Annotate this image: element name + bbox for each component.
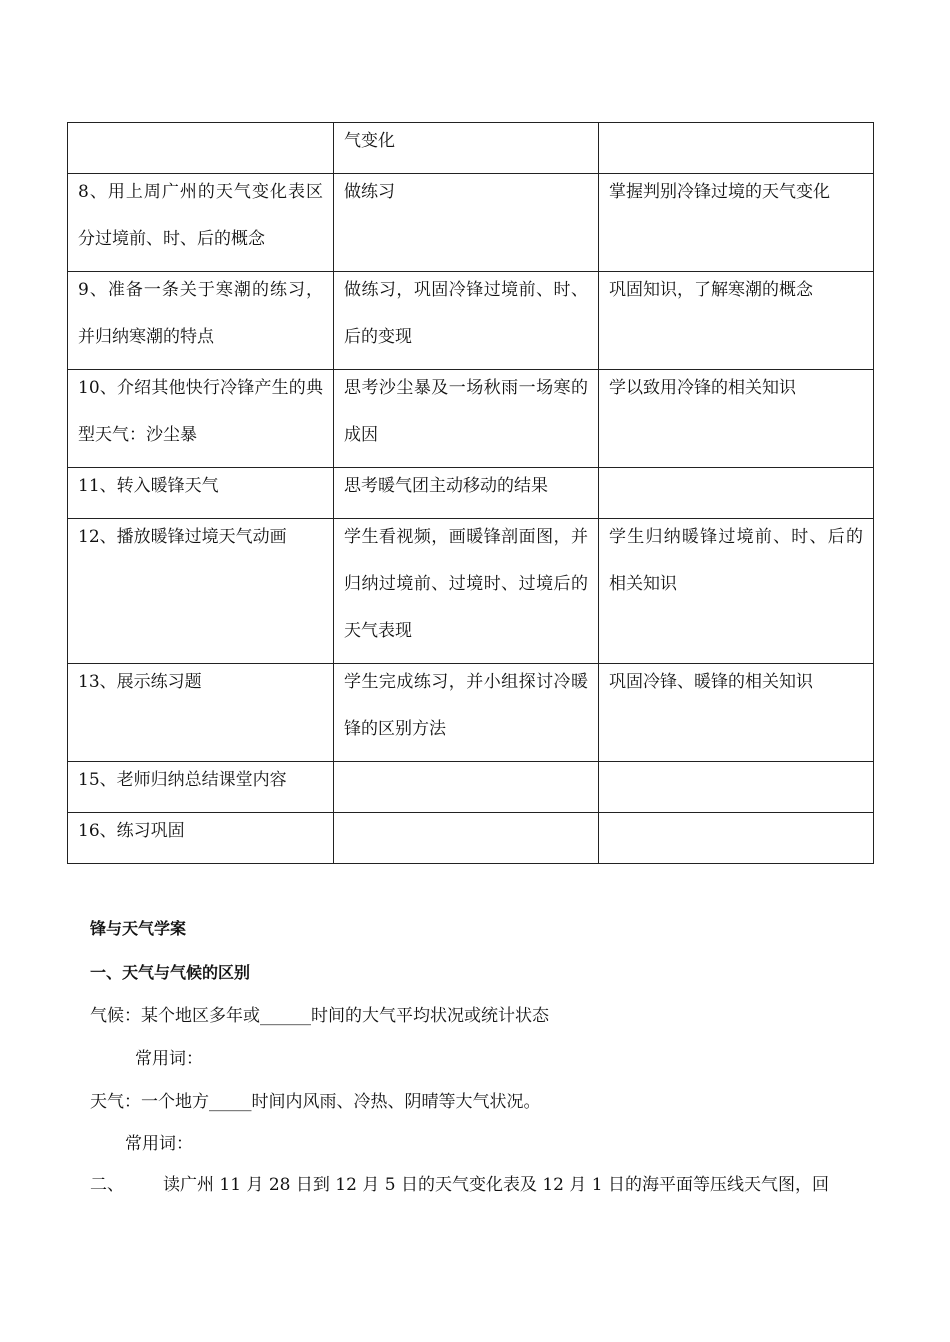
table-row	[68, 123, 874, 174]
cell-text: 15、老师归纳总结课堂内容	[78, 770, 287, 790]
table-cell	[68, 174, 334, 272]
table-cell	[334, 762, 599, 813]
table-row	[68, 762, 874, 813]
cell-text: 16、练习巩固	[78, 821, 185, 841]
cell-text: 思考沙尘暴及一场秋雨一场寒的成因	[344, 378, 588, 445]
cell-text: 掌握判别冷锋过境的天气变化	[609, 182, 830, 202]
table-row	[68, 519, 874, 664]
section-2-number: 二、	[90, 1175, 124, 1195]
table-cell	[599, 664, 874, 762]
table-row	[68, 664, 874, 762]
cell-text: 做练习	[344, 182, 395, 202]
table-cell	[334, 468, 599, 519]
table-cell	[68, 272, 334, 370]
table-cell	[599, 272, 874, 370]
table-row	[68, 370, 874, 468]
table-cell	[334, 272, 599, 370]
table-cell	[68, 370, 334, 468]
section-2-text: 读广州 11 月 28 日到 12 月 5 日的天气变化表及 12 月 1 日的海平面等压线天气图，回	[163, 1175, 830, 1195]
table-cell	[68, 813, 334, 864]
table-cell	[334, 664, 599, 762]
cell-text: 11、转入暖锋天气	[78, 476, 219, 496]
table-cell	[68, 664, 334, 762]
climate-common-words: 常用词：	[135, 1049, 203, 1069]
section-1-heading: 一、天气与气候的区别	[90, 963, 251, 982]
cell-text: 12、播放暖锋过境天气动画	[78, 527, 287, 547]
cell-text: 8、用上周广州的天气变化表区分过境前、时、后的概念	[78, 182, 323, 249]
table-cell	[68, 519, 334, 664]
cell-text: 学生归纳暖锋过境前、时、后的相关知识	[609, 527, 863, 594]
table-cell	[334, 519, 599, 664]
table-cell	[599, 174, 874, 272]
table-row	[68, 468, 874, 519]
table-cell	[599, 813, 874, 864]
cell-text: 10、介绍其他快行冷锋产生的典型天气：沙尘暴	[78, 378, 323, 445]
cell-text: 9、准备一条关于寒潮的练习，并归纳寒潮的特点	[78, 280, 323, 347]
climate-definition: 气候：某个地区多年或______时间的大气平均状况或统计状态	[90, 1006, 549, 1026]
cell-text: 做练习，巩固冷锋过境前、时、后的变现	[344, 280, 588, 347]
table-cell	[334, 123, 599, 174]
cell-text: 学生完成练习，并小组探讨冷暖锋的区别方法	[344, 672, 588, 739]
table-cell	[68, 123, 334, 174]
cell-text: 巩固冷锋、暖锋的相关知识	[609, 672, 813, 692]
table-cell	[334, 813, 599, 864]
table-cell	[334, 370, 599, 468]
table-cell	[599, 519, 874, 664]
cell-text: 气变化	[344, 131, 395, 151]
cell-text: 13、展示练习题	[78, 672, 202, 692]
worksheet-title: 锋与天气学案	[90, 919, 187, 938]
table-cell	[334, 174, 599, 272]
table-row	[68, 272, 874, 370]
lesson-table	[67, 122, 874, 864]
table-cell	[599, 468, 874, 519]
table-cell	[68, 762, 334, 813]
cell-text: 思考暖气团主动移动的结果	[344, 476, 548, 496]
table-cell	[599, 123, 874, 174]
table-cell	[599, 762, 874, 813]
weather-common-words: 常用词：	[125, 1134, 193, 1154]
weather-definition: 天气：一个地方_____时间内风雨、冷热、阴晴等大气状况。	[90, 1092, 541, 1112]
cell-text: 学生看视频，画暖锋剖面图，并归纳过境前、过境时、过境后的天气表现	[344, 527, 588, 641]
cell-text: 巩固知识，了解寒潮的概念	[609, 280, 813, 300]
cell-text: 学以致用冷锋的相关知识	[609, 378, 796, 398]
table-cell	[599, 370, 874, 468]
table-cell	[68, 468, 334, 519]
table-row	[68, 813, 874, 864]
table-row	[68, 174, 874, 272]
